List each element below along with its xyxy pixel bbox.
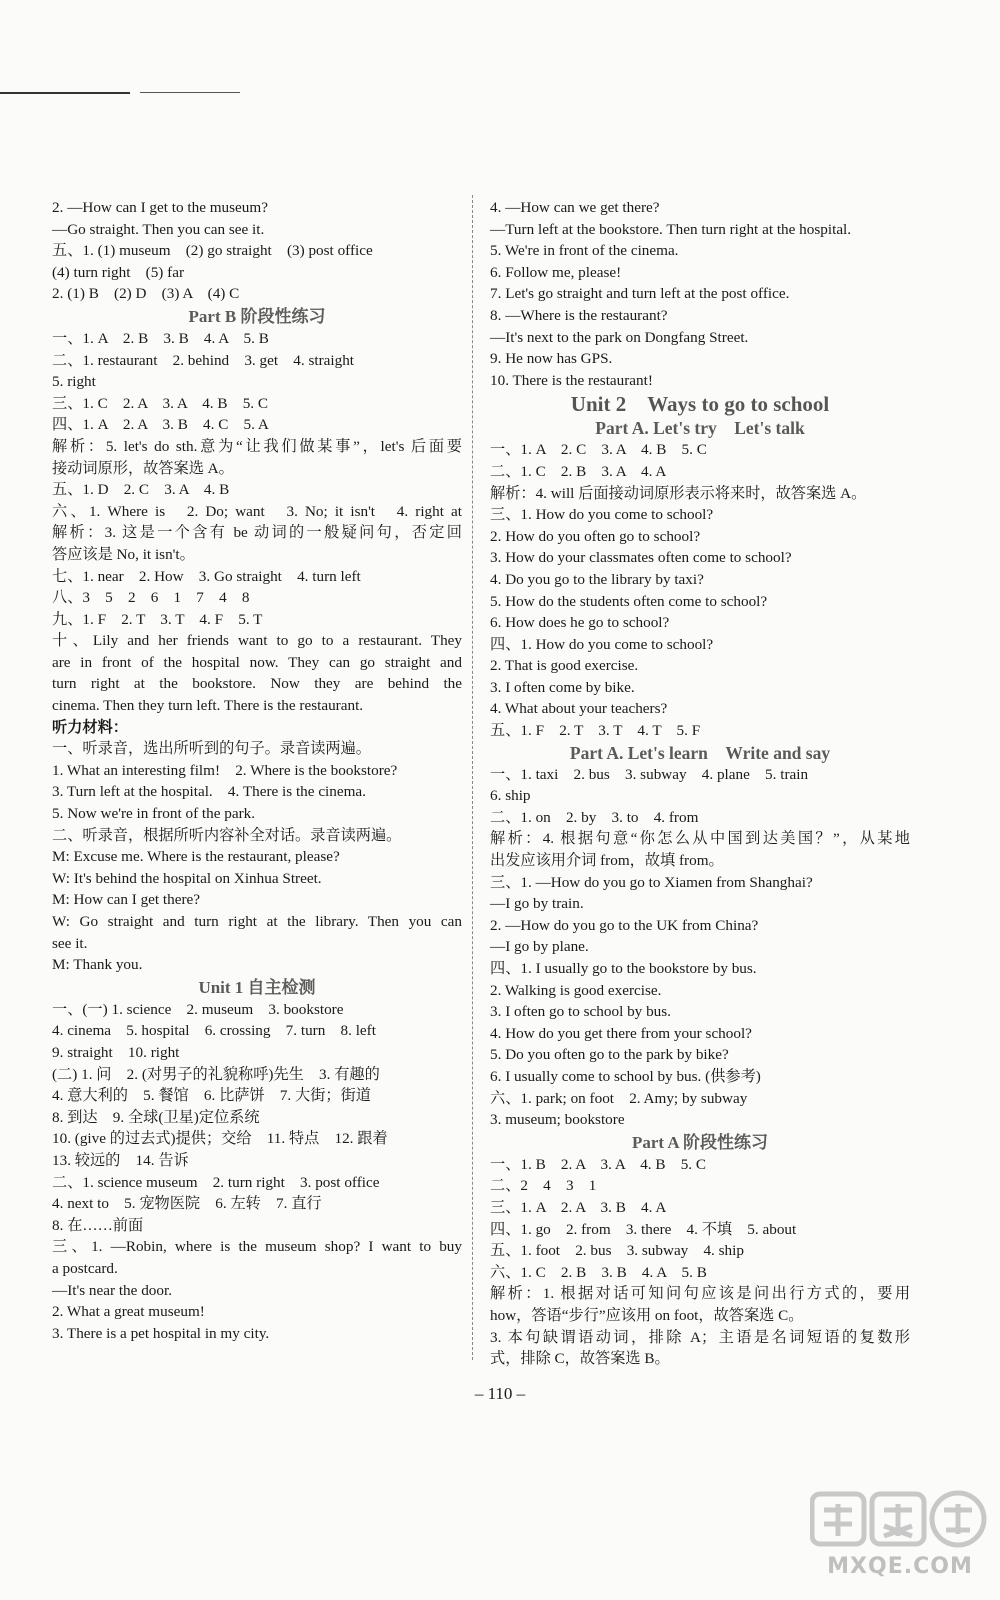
text-line: —I go by plane. bbox=[490, 938, 589, 956]
text-line: 4. —How can we get there? bbox=[490, 199, 660, 216]
text-line: 五、1. (1) museum (2) go straight (3) post office bbox=[52, 242, 373, 260]
text-line: 八、3 5 2 6 1 7 4 8 bbox=[52, 589, 250, 607]
text-line: 五、1. D 2. C 3. A 4. B bbox=[52, 481, 230, 499]
text-line: 一、1. taxi 2. bus 3. subway 4. plane 5. train bbox=[490, 765, 809, 783]
text-line: W: Go straight and turn right at the library. Then you can bbox=[52, 913, 462, 930]
text-line: —Turn left at the bookstore. Then turn right at the hospital. bbox=[490, 220, 852, 238]
text-line: 一、1. A 2. C 3. A 4. B 5. C bbox=[490, 441, 707, 459]
text-line: 三、1. A 2. A 3. B 4. A bbox=[490, 1198, 667, 1216]
text-line: 六、1. Where is 2. Do; want 3. No; it isn't 4. right at bbox=[52, 502, 462, 520]
section-heading: Unit 1 自主检测 bbox=[198, 977, 316, 997]
text-line: 6. Follow me, please! bbox=[490, 263, 622, 281]
text-line: turn right at the bookstore. Now they are behind the bbox=[52, 675, 462, 693]
text-line: 3. How do your classmates often come to school? bbox=[490, 549, 792, 567]
text-line: 三、1. —How do you go to Xiamen from Shanghai? bbox=[490, 873, 813, 891]
text-line: 三、1. C 2. A 3. A 4. B 5. C bbox=[52, 394, 269, 412]
text-line: 五、1. F 2. T 3. T 4. T 5. F bbox=[490, 722, 701, 740]
text-line: 4. How do you get there from your school? bbox=[490, 1024, 752, 1042]
section-heading: Part A 阶段性练习 bbox=[632, 1132, 768, 1152]
text-line: 6. How does he go to school? bbox=[490, 614, 670, 632]
text-line: cinema. Then they turn left. There is the restaurant. bbox=[52, 697, 364, 715]
text-line: 10. There is the restaurant! bbox=[490, 371, 653, 389]
text-line: 1. What an interesting film! 2. Where is the bookstore? bbox=[52, 761, 398, 779]
watermark bbox=[810, 1490, 990, 1595]
text-line: 四、1. I usually go to the bookstore by bus. bbox=[490, 960, 757, 977]
text-line: M: Thank you. bbox=[52, 956, 143, 974]
text-line: 答应该是 No, it isn't。 bbox=[52, 545, 195, 563]
text-line: 2. How do you often go to school? bbox=[490, 527, 701, 545]
text-line: 二、1. C 2. B 3. A 4. A bbox=[490, 462, 667, 480]
text-line: 二、1. science museum 2. turn right 3. post office bbox=[52, 1173, 380, 1191]
text-line: 4. next to 5. 宠物医院 6. 左转 7. 直行 bbox=[52, 1195, 322, 1213]
text-line: 3. museum; bookstore bbox=[490, 1111, 625, 1129]
text-line: 二、1. restaurant 2. behind 3. get 4. straight bbox=[52, 351, 355, 369]
text-line: 4. What about your teachers? bbox=[490, 700, 668, 718]
text-line: 3. Turn left at the hospital. 4. There is the cinema. bbox=[52, 783, 366, 801]
watermark-logo-icon bbox=[810, 1490, 990, 1548]
text-line: 四、1. How do you come to school? bbox=[490, 635, 714, 653]
text-line: M: How can I get there? bbox=[52, 891, 201, 909]
text-line: 6. ship bbox=[490, 787, 531, 805]
text-line: a postcard. bbox=[52, 1259, 118, 1277]
text-line: (4) turn right (5) far bbox=[52, 263, 185, 281]
text-line: 5. Do you often go to the park by bike? bbox=[490, 1046, 729, 1064]
text-line: 一、(一) 1. science 2. museum 3. bookstore bbox=[52, 1000, 344, 1018]
column-divider bbox=[472, 195, 473, 1360]
text-line: how，答语“步行”应该用 on foot，故答案选 C。 bbox=[490, 1306, 804, 1324]
text-line: 3. 本句缺谓语动词，排除 A；主语是名词短语的复数形 bbox=[490, 1328, 910, 1346]
text-line: —I go by train. bbox=[490, 895, 584, 913]
text-line: 解析：5. let's do sth.意为“让我们做某事”，let's 后面要 bbox=[52, 437, 462, 455]
text-line: 六、1. C 2. B 3. B 4. A 5. B bbox=[490, 1263, 707, 1281]
text-line: 3. I often come by bike. bbox=[490, 678, 635, 696]
text-line: 接动词原形，故答案选 A。 bbox=[52, 459, 234, 477]
text-line: 听力材料： bbox=[52, 718, 128, 736]
text-line: 4. cinema 5. hospital 6. crossing 7. turn 8. left bbox=[52, 1022, 376, 1040]
text-line: 四、1. A 2. A 3. B 4. C 5. A bbox=[52, 416, 269, 434]
text-line: (二) 1. 问 2. (对男子的礼貌称呼)先生 3. 有趣的 bbox=[52, 1065, 380, 1083]
top-rule bbox=[0, 92, 130, 94]
text-line: 七、1. near 2. How 3. Go straight 4. turn left bbox=[52, 567, 361, 585]
text-line: 二、1. on 2. by 3. to 4. from bbox=[490, 808, 699, 826]
text-line: 5. Now we're in front of the park. bbox=[52, 805, 256, 823]
text-line: 三、1. —Robin, where is the museum shop? I want to buy bbox=[52, 1238, 462, 1256]
text-line: 二、听录音，根据所听内容补全对话。录音读两遍。 bbox=[52, 826, 402, 844]
text-line: 一、听录音，选出所听到的句子。录音读两遍。 bbox=[52, 740, 371, 758]
text-line: 8. 到达 9. 全球(卫星)定位系统 bbox=[52, 1108, 260, 1126]
page-number: – 110 – bbox=[474, 1384, 526, 1403]
section-heading: Part B 阶段性练习 bbox=[188, 306, 326, 326]
text-line: see it. bbox=[52, 934, 88, 952]
text-line: 一、1. B 2. A 3. A 4. B 5. C bbox=[490, 1155, 707, 1173]
text-line: 二、2 4 3 1 bbox=[490, 1177, 597, 1195]
text-line: 6. I usually come to school by bus. (供参考) bbox=[490, 1067, 761, 1085]
text-line: —It's near the door. bbox=[52, 1281, 172, 1299]
text-line: M: Excuse me. Where is the restaurant, please? bbox=[52, 848, 340, 866]
text-line: 三、1. How do you come to school? bbox=[490, 506, 714, 524]
text-line: 3. I often go to school by bus. bbox=[490, 1003, 671, 1021]
text-line: 8. 在……前面 bbox=[52, 1216, 144, 1234]
text-line: 六、1. park; on foot 2. Amy; by subway bbox=[490, 1089, 748, 1107]
top-rule-short bbox=[140, 92, 240, 93]
text-line: 5. We're in front of the cinema. bbox=[490, 242, 679, 260]
text-line: 2. —How can I get to the museum? bbox=[52, 199, 268, 216]
text-line: —It's next to the park on Dongfang Street. bbox=[490, 328, 749, 346]
text-line: W: It's behind the hospital on Xinhua Street. bbox=[52, 869, 322, 887]
text-line: 解析：1. 根据对话可知问句应该是问出行方式的，要用 bbox=[490, 1285, 910, 1303]
right-column bbox=[490, 197, 910, 1370]
text-line: 2. Walking is good exercise. bbox=[490, 981, 662, 999]
text-line: 四、1. go 2. from 3. there 4. 不填 5. about bbox=[490, 1220, 797, 1238]
text-line: 解析：4. 根据句意“你怎么从中国到达美国？”，从某地 bbox=[490, 830, 910, 848]
text-line: 9. He now has GPS. bbox=[490, 350, 613, 368]
text-line: 解析：3. 这是一个含有 be 动词的一般疑问句，否定回 bbox=[52, 524, 462, 542]
text-line: 13. 较远的 14. 告诉 bbox=[52, 1151, 189, 1169]
text-line: 10. (give 的过去式)提供；交给 11. 特点 12. 跟着 bbox=[52, 1130, 388, 1148]
text-line: 2. What a great museum! bbox=[52, 1303, 205, 1321]
section-heading: Part A. Let's learn Write and say bbox=[569, 742, 831, 763]
text-line: 五、1. foot 2. bus 3. subway 4. ship bbox=[490, 1242, 744, 1260]
text-line: 4. Do you go to the library by taxi? bbox=[490, 570, 704, 588]
text-line: are in front of the hospital now. They can go straight and bbox=[52, 653, 462, 671]
text-line: 9. straight 10. right bbox=[52, 1043, 180, 1061]
text-line: 4. 意大利的 5. 餐馆 6. 比萨饼 7. 大街；街道 bbox=[52, 1087, 371, 1105]
section-heading: Part A. Let's try Let's talk bbox=[595, 418, 805, 439]
text-line: 解析：4. will 后面接动词原形表示将来时，故答案选 A。 bbox=[490, 484, 867, 502]
text-line: 一、1. A 2. B 3. B 4. A 5. B bbox=[52, 329, 269, 347]
text-line: 8. —Where is the restaurant? bbox=[490, 306, 668, 324]
text-line: 2. That is good exercise. bbox=[490, 657, 639, 675]
text-line: 式，排除 C，故答案选 B。 bbox=[490, 1350, 670, 1368]
text-line: 十、Lily and her friends want to go to a restaurant. They bbox=[52, 632, 462, 650]
text-line: 出发应该用介词 from，故填 from。 bbox=[490, 852, 724, 870]
text-line: 2. —How do you go to the UK from China? bbox=[490, 916, 759, 934]
text-line: 3. There is a pet hospital in my city. bbox=[52, 1324, 270, 1342]
section-heading: Unit 2 Ways to go to school bbox=[570, 392, 830, 417]
text-line: 5. right bbox=[52, 373, 96, 391]
text-line: 5. How do the students often come to school? bbox=[490, 592, 768, 610]
left-column bbox=[52, 197, 462, 1344]
text-line: 7. Let's go straight and turn left at the post office. bbox=[490, 285, 790, 303]
text-line: 2. (1) B (2) D (3) A (4) C bbox=[52, 285, 240, 303]
text-line: —Go straight. Then you can see it. bbox=[52, 220, 265, 238]
text-line: 九、1. F 2. T 3. T 4. F 5. T bbox=[52, 610, 263, 628]
watermark-text: MXQE.COM bbox=[827, 1554, 973, 1579]
